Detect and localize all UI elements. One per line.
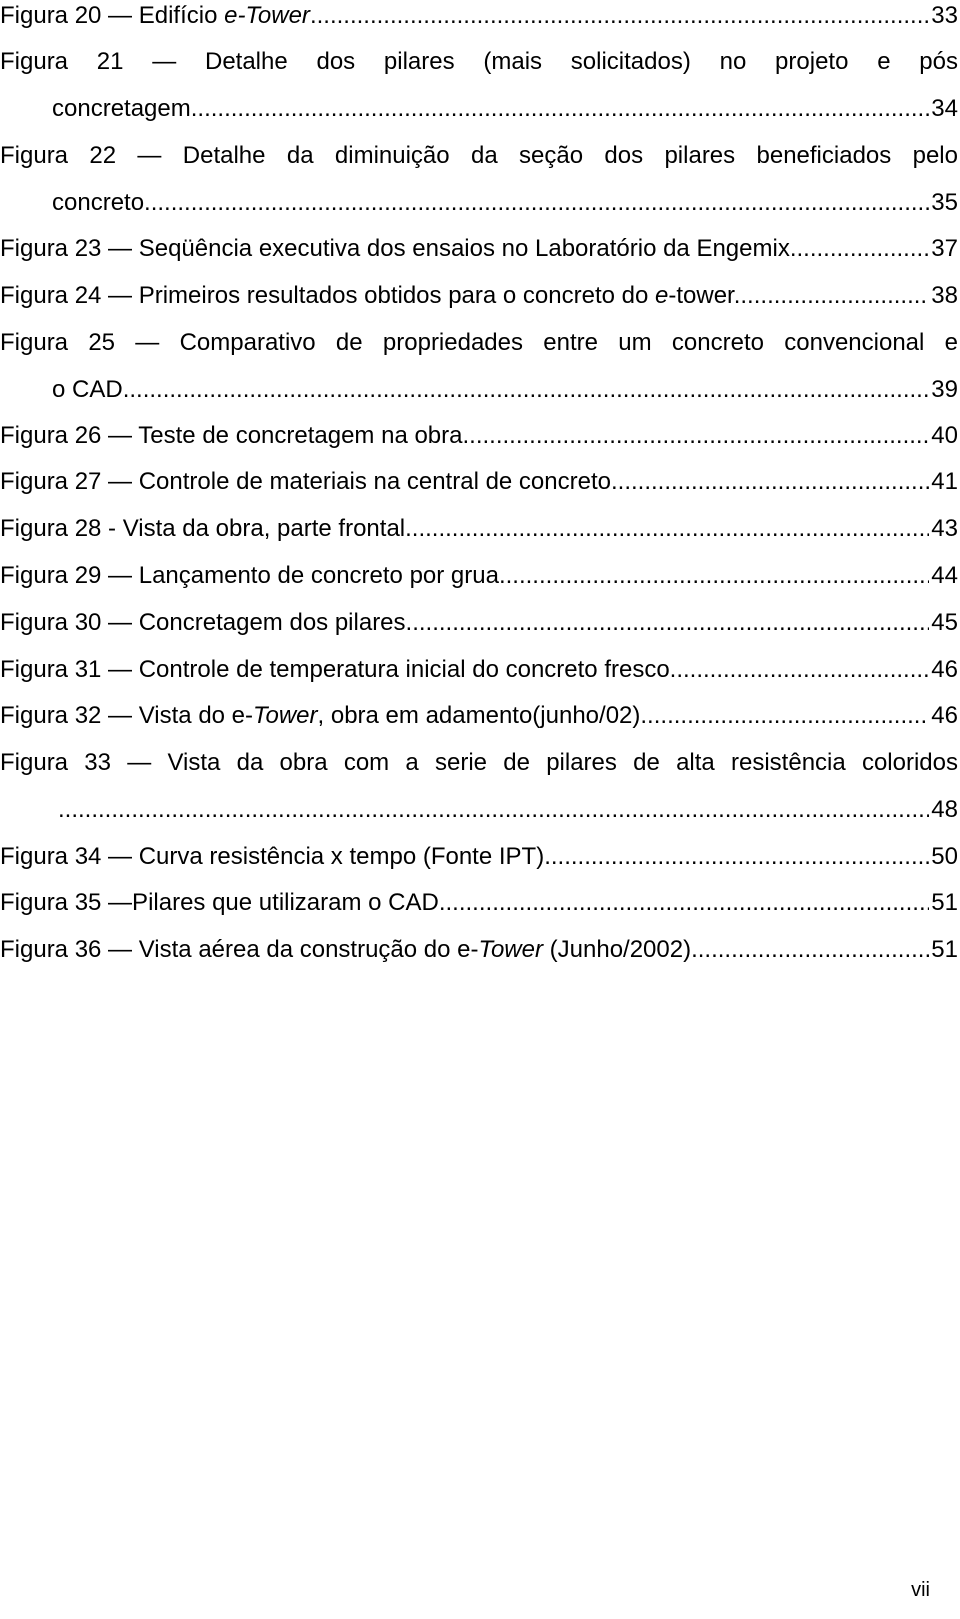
toc-entry-label xyxy=(0,514,412,544)
toc-entry-word: e xyxy=(877,48,891,75)
toc-entry-continuation xyxy=(0,188,958,218)
toc-entry[interactable] xyxy=(0,421,958,451)
toc-entry-word: — xyxy=(137,142,162,169)
toc-entry-word: com xyxy=(343,749,390,776)
toc-entry-label-text: Figura 26 — Teste de concretagem na obra xyxy=(0,422,463,449)
toc-entry[interactable] xyxy=(0,561,958,591)
toc-entry-word: pilares xyxy=(546,749,617,776)
toc-entry-word: Figura xyxy=(0,329,69,356)
toc-entry-label: o CAD. xyxy=(52,376,130,403)
toc-entry-word: de xyxy=(335,329,363,356)
toc-entry-word: beneficiados xyxy=(756,142,892,169)
toc-entry-label-text: Figura 35 —Pilares que utilizaram o CAD xyxy=(0,889,439,916)
dot-leader xyxy=(310,1,929,31)
toc-entry[interactable] xyxy=(0,1,958,31)
toc-entry-italic-text: e-Tower xyxy=(224,2,310,29)
toc-entry-word: e xyxy=(944,329,958,356)
toc-entry-word: dos xyxy=(316,48,356,75)
dot-leader xyxy=(463,421,930,451)
toc-entry-page: 46 xyxy=(931,702,958,729)
toc-entry-label xyxy=(0,1,310,31)
toc-entry-italic-text: e xyxy=(655,282,669,309)
toc-entry-word: pós xyxy=(919,48,958,75)
dot-leader xyxy=(790,234,929,264)
toc-entry-word: da xyxy=(286,142,314,169)
toc-entry-page: 40 xyxy=(931,422,958,449)
toc-entry-label xyxy=(0,281,740,311)
toc-entry-word: Detalhe xyxy=(182,142,266,169)
toc-entry-continuation xyxy=(0,94,958,124)
toc-entry-word: um xyxy=(618,329,652,356)
toc-entry-page: 48 xyxy=(931,796,958,823)
toc-entry-label xyxy=(0,608,406,638)
toc-entry-word: entre xyxy=(543,329,598,356)
toc-entry-label-text: Figura 34 — Curva resistência x tempo (Fonte IPT) xyxy=(0,843,545,870)
toc-entry-word: — xyxy=(152,48,177,75)
toc-entry-word: Vista xyxy=(167,749,221,776)
toc-entry-word: coloridos xyxy=(861,749,958,776)
toc-entry-word: alta xyxy=(676,749,715,776)
toc-entry[interactable] xyxy=(0,141,958,218)
toc-entry-first-line xyxy=(0,748,958,778)
toc-entry-word: — xyxy=(135,329,160,356)
toc-entry-label-text: Figura 23 — Seqüência executiva dos ensaios no Laboratório da Engemix xyxy=(0,235,790,262)
toc-entry-word: seção xyxy=(519,142,584,169)
toc-entry[interactable] xyxy=(0,234,958,264)
toc-entry-label-rest: (Junho/2002) xyxy=(542,936,692,963)
toc-entry-word: a xyxy=(405,749,419,776)
toc-entry-label-text: Figura 29 — Lançamento de concreto por grua xyxy=(0,562,499,589)
toc-entry-word: pilares xyxy=(664,142,736,169)
toc-entry-page: 34 xyxy=(931,95,958,122)
toc-entry-label xyxy=(0,467,611,497)
toc-entry[interactable] xyxy=(0,842,958,872)
toc-entry-page: 45 xyxy=(931,609,958,636)
toc-entry-page: 38 xyxy=(931,282,958,309)
toc-entry-page: 50 xyxy=(931,843,958,870)
toc-entry-word: convencional xyxy=(784,329,925,356)
toc-entry-page: 44 xyxy=(931,562,958,589)
toc-entry-word: de xyxy=(633,749,660,776)
toc-entry-label xyxy=(0,421,463,451)
toc-entry[interactable] xyxy=(0,608,958,638)
toc-entry-page: 51 xyxy=(931,936,958,963)
toc-entry-word: da xyxy=(470,142,498,169)
toc-entry-word: Figura xyxy=(0,749,69,776)
toc-entry-word: — xyxy=(127,749,152,776)
toc-entry-page: 33 xyxy=(931,2,958,29)
toc-entry-word: resistência xyxy=(731,749,846,776)
toc-entry-word: 25 xyxy=(88,329,116,356)
toc-entry-word: Figura xyxy=(0,48,69,75)
toc-entry-word: de xyxy=(503,749,530,776)
toc-entry-label xyxy=(0,888,439,918)
toc-entry-word: concreto xyxy=(671,329,764,356)
toc-entry-label-text: Figura 20 — Edifício xyxy=(0,2,225,29)
dot-leader xyxy=(740,281,929,311)
toc-entry-label xyxy=(0,842,544,872)
toc-entry-word: dos xyxy=(604,142,644,169)
toc-entry[interactable] xyxy=(0,467,958,497)
toc-entry[interactable] xyxy=(0,47,958,124)
toc-entry[interactable] xyxy=(0,281,958,311)
toc-entry[interactable] xyxy=(0,328,958,405)
toc-entry-label-text: Figura 24 — Primeiros resultados obtidos para o concreto do xyxy=(0,282,655,309)
toc-entry-label: concretagem. xyxy=(52,95,198,122)
toc-entry-label-text: Figura 36 — Vista aérea da construção do e- xyxy=(0,936,479,963)
dot-leader xyxy=(544,842,929,872)
toc-entry-label-text: Figura 28 - Vista da obra, parte frontal. xyxy=(0,515,412,542)
toc-entry-word: (mais xyxy=(483,48,543,75)
dot-leader xyxy=(499,561,929,591)
toc-entry-label xyxy=(0,234,790,264)
toc-entry-word: diminuição xyxy=(334,142,450,169)
dot-leader xyxy=(640,701,929,731)
dot-leader xyxy=(406,608,930,638)
dot-leader xyxy=(439,888,929,918)
toc-entry-label xyxy=(0,935,691,965)
toc-entry[interactable] xyxy=(0,888,958,918)
toc-entry-word: 21 xyxy=(96,48,124,75)
toc-entry-word: pilares xyxy=(383,48,455,75)
toc-entry-word: 22 xyxy=(89,142,117,169)
toc-entry-word: Comparativo xyxy=(179,329,316,356)
toc-entry-word: Detalhe xyxy=(204,48,288,75)
dot-leader xyxy=(129,375,929,405)
dot-leader xyxy=(611,467,929,497)
toc-entry[interactable] xyxy=(0,748,958,825)
toc-entry-page: 37 xyxy=(931,235,958,262)
toc-entry[interactable] xyxy=(0,701,958,731)
toc-entry-page: 51 xyxy=(931,889,958,916)
dot-leader xyxy=(197,94,929,124)
dot-leader xyxy=(151,188,930,218)
toc-entry-page: 46 xyxy=(931,656,958,683)
toc-entry-page: 41 xyxy=(931,468,958,495)
toc-entry[interactable] xyxy=(0,935,958,965)
toc-entry-first-line xyxy=(0,328,958,358)
toc-entry-label-rest: -tower. xyxy=(668,282,741,309)
toc-entry-label xyxy=(0,701,640,731)
toc-entry-first-line xyxy=(0,141,958,171)
dot-leader xyxy=(670,655,930,685)
toc-entry-first-line xyxy=(0,47,958,77)
toc-entry-label-text: Figura 27 — Controle de materiais na central de concreto xyxy=(0,468,611,495)
toc-entry-label xyxy=(0,655,670,685)
toc-entry-continuation xyxy=(0,375,958,405)
toc-entry-word: no xyxy=(719,48,747,75)
toc-entry-label-rest: , obra em adamento(junho/02) xyxy=(317,702,641,729)
dot-leader xyxy=(58,795,929,825)
toc-entry-word: projeto xyxy=(775,48,849,75)
toc-entry-word: 33 xyxy=(84,749,111,776)
toc-entry-word: obra xyxy=(279,749,328,776)
toc-entry-italic-text: Tower xyxy=(253,702,318,729)
toc-entry-label-text: Figura 32 — Vista do e- xyxy=(0,702,254,729)
toc-entry-page: 43 xyxy=(931,515,958,542)
page-number: vii xyxy=(911,1579,930,1601)
toc-entry-label-text: Figura 30 — Concretagem dos pilares xyxy=(0,609,406,636)
toc-entry-label xyxy=(0,561,499,591)
toc-entry[interactable] xyxy=(0,514,958,544)
toc-entry-word: da xyxy=(236,749,264,776)
toc-entry[interactable] xyxy=(0,655,958,685)
dot-leader xyxy=(412,514,930,544)
dot-leader xyxy=(691,935,929,965)
toc-entry-word: serie xyxy=(434,749,488,776)
toc-entry-word: propriedades xyxy=(382,329,524,356)
toc-entry-word: solicitados) xyxy=(570,48,691,75)
toc-entry-italic-text: Tower xyxy=(478,936,543,963)
toc-entry-page: 39 xyxy=(931,376,958,403)
toc-entry-label: concreto. xyxy=(52,189,151,216)
toc-entry-continuation xyxy=(0,795,958,825)
toc-entry-page: 35 xyxy=(931,189,958,216)
toc-entry-word: Figura xyxy=(0,142,69,169)
toc-entry-label-text: Figura 31 — Controle de temperatura inicial do concreto fresco xyxy=(0,656,670,683)
toc-entry-word: pelo xyxy=(912,142,958,169)
